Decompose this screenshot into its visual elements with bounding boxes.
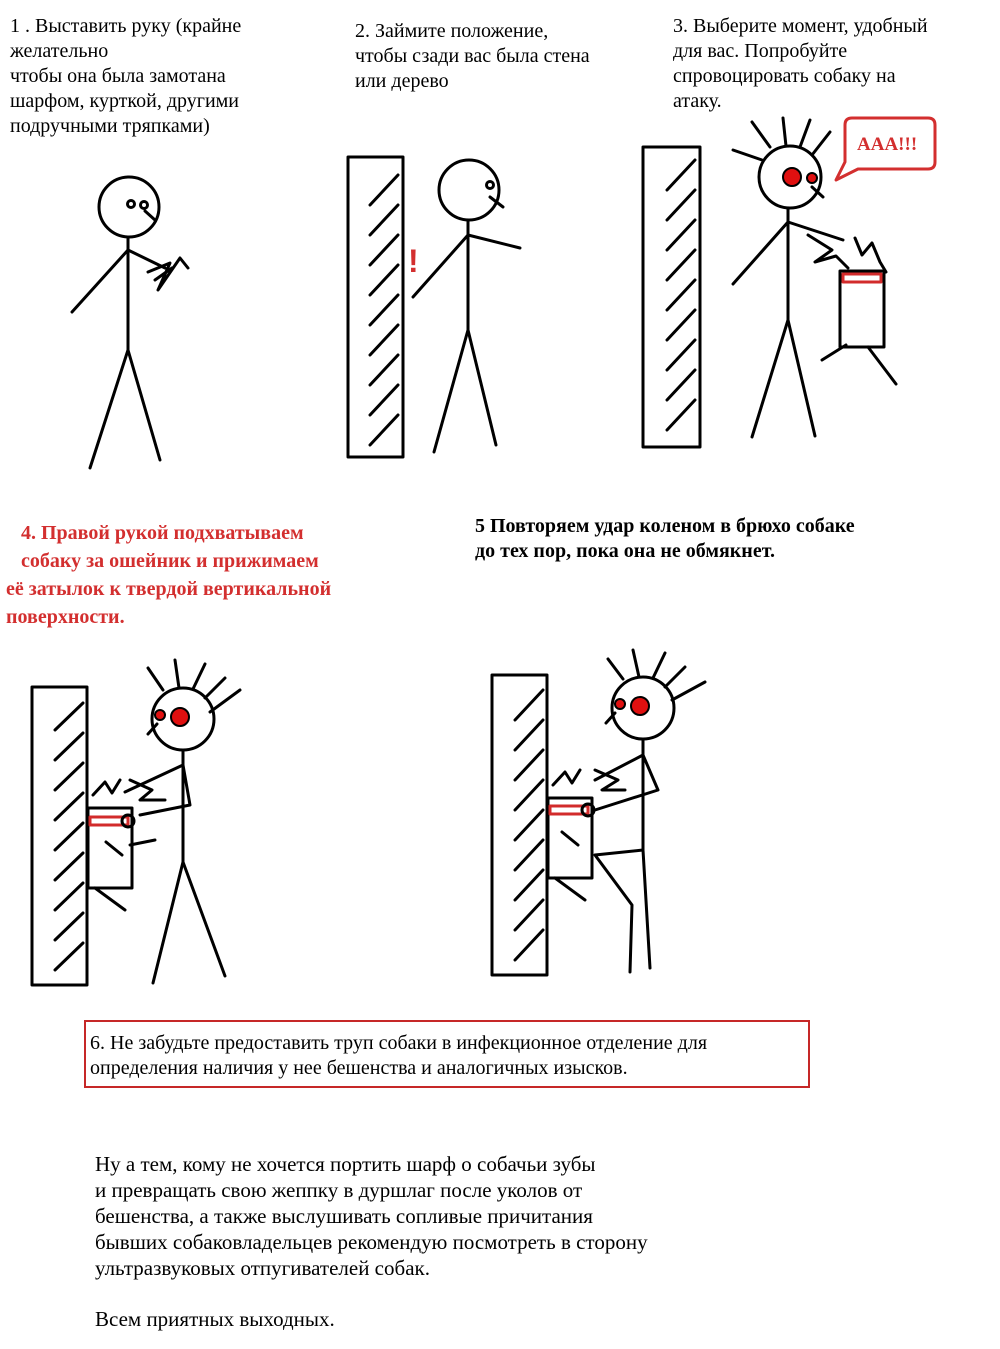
shout-text: AAA!!! [857,134,918,155]
step-5-text: 5 Повторяем удар коленом в брюхо собаке до тех пор, пока она не обмякнет. [475,515,855,562]
dog-step-3 [808,235,896,384]
figure-step-1 [72,177,188,468]
wall-step-3 [643,147,700,447]
figure-step-3 [733,118,843,437]
dog-step-4 [88,780,165,910]
closing-paragraph: Ну а тем, кому не хочется портить шарф о собачьи зубы и превращать свою жеппку в дуршлаг после уколов от бешенства, а также выслушивать сопливые причитания бывших собаковладельцев рекомендую посмотреть в сторону ультразвуковых отпугивателей собак. [95,1152,648,1280]
step-1-text: 1 . Выставить руку (крайне желательно чтобы она была замотана шарфом, курткой, другими подручными тряпками) [10,15,242,137]
step-2-text: 2. Займите положение, чтобы сзади вас была стена или дерево [355,20,590,92]
figure-step-5 [595,650,705,972]
exclamation-mark: ! [408,243,419,279]
step-3-text: 3. Выберите момент, удобный для вас. Попробуйте спровоцировать собаку на атаку. [673,15,928,112]
figure-step-2 [413,160,520,452]
closing-signoff: Всем приятных выходных. [95,1307,335,1331]
step-6-text: 6. Не забудьте предоставить труп собаки в инфекционное отделение для определения наличия у нее бешенства и аналогичных изысков. [90,1032,708,1079]
step-4-text: 4. Правой рукой подхватываем собаку за ошейник и прижимаем её затылок к твердой вертикальной поверхности. [6,522,332,628]
wall-step-4 [32,687,87,985]
figure-step-4 [125,660,240,983]
wall-step-5 [492,675,547,975]
wall-step-2 [348,157,403,457]
